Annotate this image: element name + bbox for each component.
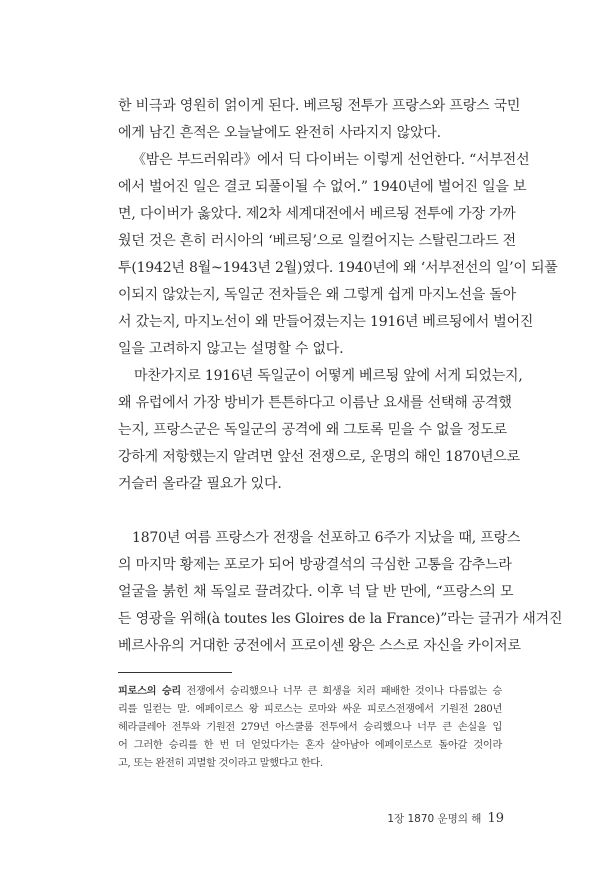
body-line: 에서 벌어진 일은 결코 되풀이될 수 없어.” 1940년에 벌어진 일을 보 [118,179,527,195]
body-line: 웠던 것은 흔히 러시아의 ‘베르됭’으로 일컬어지는 스탈린그라드 전 [118,233,516,249]
footnote-line: 어 그러한 승리를 한 번 더 얻었다가는 혼자 살아남아 에페이로스로 돌아갈 것이라 [118,740,502,751]
footnote-line: 리를 일컫는 말. 에페이로스 왕 피로스는 로마와 싸운 피로스전쟁에서 기원전 280년 [118,704,502,715]
footnote-line: 고, 또는 완전히 괴멸할 것이라고 말했다고 한다. [118,758,323,769]
body-line: 1870년 여름 프랑스가 전쟁을 선포하고 6주가 지났을 때, 프랑스 [132,530,521,546]
body-line: 이되지 않았는지, 독일군 전차들은 왜 그렇게 쉽게 마지노선을 돌아 [118,287,516,303]
footnote-term: 피로스의 승리 [118,686,181,697]
page-number: 19 [487,811,504,826]
body-line: 서 갔는지, 마지노선이 왜 만들어졌는지는 1916년 베르됭에서 벌어진 [118,314,534,330]
body-line: 일을 고려하지 않고는 설명할 수 없다. [118,341,344,357]
page-footer [387,811,504,826]
chapter-title: 1장 1870 운명의 해 [387,813,482,825]
body-line: 강하게 저항했는지 알려면 앞선 전쟁으로, 운명의 해인 1870년으로 [118,449,520,465]
body-line: 한 비극과 영원히 얽이게 된다. 베르됭 전투가 프랑스와 프랑스 국민 [118,98,521,114]
body-line: 베르사유의 거대한 궁전에서 프로이센 왕은 스스로 자신을 카이저로 [118,638,521,654]
body-line: 왜 유럽에서 가장 방비가 튼튼하다고 이름난 요새를 선택해 공격했 [118,395,512,411]
body-line: 에게 남긴 흔적은 오늘날에도 완전히 사라지지 않았다. [118,125,441,141]
footnote-divider [118,672,232,673]
footnote-text: 전쟁에서 승리했으나 너무 큰 희생을 치러 패배한 것이나 다름없는 승 [180,686,502,697]
body-line: 는지, 프랑스군은 독일군의 공격에 왜 그토록 믿을 수 없을 정도로 [118,422,507,438]
body-line: 마찬가지로 1916년 독일군이 어떻게 베르됭 앞에 서게 되었는지, [134,368,523,384]
body-line: 얼굴을 붉힌 채 독일로 끌려갔다. 이후 넉 달 반 만에, “프랑스의 모 [118,584,514,600]
body-line: 거슬러 올라갈 필요가 있다. [118,476,282,492]
footnote-line: 헤라클레아 전투와 기원전 279년 아스쿨룸 전투에서 승리했으나 너무 큰 손실을 입 [118,722,502,733]
body-line: 면, 다이버가 옳았다. 제2차 세계대전에서 베르됭 전투에 가장 가까 [118,206,516,222]
footnote-line [118,684,502,700]
body-line: 《밤은 부드러워라》에서 딕 다이버는 이렇게 선언한다. “서부전선 [132,152,530,168]
body-line: 든 영광을 위해(à toutes les Gloires de la France)”라는 글귀가 새겨진 [118,611,563,627]
body-line: 투(1942년 8월~1943년 2월)였다. 1940년에 왜 ‘서부전선의 일’이 되풀 [118,260,558,276]
body-line: 의 마지막 황제는 포로가 되어 방광결석의 극심한 고통을 감추느라 [118,557,512,573]
